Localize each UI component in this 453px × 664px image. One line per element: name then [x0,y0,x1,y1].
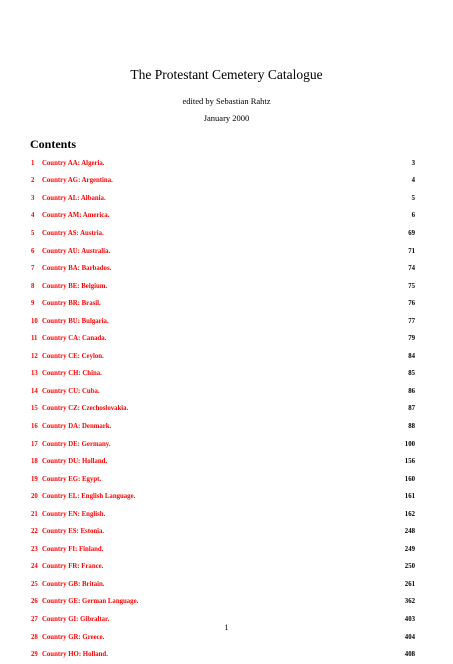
toc-page: 77 [408,317,415,325]
toc-link[interactable] [31,230,104,238]
toc-text: Country AU: Australia. [42,247,111,255]
document-title: The Protestant Cemetery Catalogue [130,67,323,82]
toc-text: Country CU: Cuba. [42,387,100,395]
toc-text: Country BE: Belgium. [42,282,108,290]
toc-item[interactable] [31,541,415,559]
toc-page: 84 [408,352,415,360]
toc-text: Country FR: France. [42,563,104,571]
document-date: January 2000 [203,113,250,123]
toc-item[interactable] [31,330,415,348]
table-of-contents [31,155,415,664]
toc-link[interactable] [31,335,106,343]
toc-text: Country GB: Britain. [42,580,105,588]
toc-link[interactable] [31,476,101,484]
toc-item[interactable] [31,401,415,419]
toc-item[interactable] [31,366,415,384]
toc-text: Country EG: Egypt. [42,475,102,483]
toc-item[interactable] [31,243,415,261]
toc-link[interactable] [31,563,103,571]
toc-text: Country CA: Canada. [42,335,107,343]
toc-item[interactable] [31,471,415,489]
toc-page: 408 [404,651,415,659]
toc-link[interactable] [31,248,110,256]
toc-item[interactable] [31,173,415,191]
toc-text: Country AL: Albania. [42,194,106,202]
toc-page: 4 [411,177,415,185]
toc-link[interactable] [31,370,102,378]
toc-number: 20 [31,493,38,501]
toc-text: Country AM: America. [42,212,110,220]
toc-page: 249 [404,545,415,553]
toc-text: Country EN: English. [42,510,106,518]
toc-page: 71 [408,247,415,255]
toc-link[interactable] [31,651,108,659]
toc-page: 5 [411,194,415,202]
toc-page: 250 [404,563,415,571]
toc-number: 5 [31,229,35,237]
toc-link[interactable] [31,212,109,220]
toc-link[interactable] [31,318,109,326]
toc-number: 25 [31,580,38,588]
toc-number: 3 [31,194,35,202]
toc-page: 86 [408,387,415,395]
toc-text: Country GE: German Language. [42,598,139,606]
toc-number: 2 [31,177,35,185]
toc-link[interactable] [31,160,105,168]
toc-text: Country CE: Ceylon. [42,352,104,360]
toc-item[interactable] [31,523,415,541]
toc-page: 261 [404,580,415,588]
toc-number: 17 [31,440,38,448]
toc-number: 24 [31,563,38,571]
toc-page: 87 [408,405,415,413]
toc-number: 26 [31,598,38,606]
toc-number: 21 [31,510,38,518]
toc-page: 162 [404,510,415,518]
toc-item[interactable] [31,453,415,471]
toc-page: 69 [408,229,415,237]
toc-number: 27 [31,615,38,623]
toc-number: 6 [31,247,35,255]
toc-text: Country DA: Denmark. [42,422,112,430]
toc-text: Country DU: Holland. [42,458,108,466]
toc-number: 9 [31,300,35,308]
toc-number: 12 [31,352,38,360]
toc-item[interactable] [31,646,415,664]
toc-item[interactable] [31,418,415,436]
toc-link[interactable] [31,528,104,536]
toc-page: 160 [404,475,415,483]
toc-page: 404 [404,633,415,641]
toc-item[interactable] [31,506,415,524]
toc-text: Country DE: Germany. [42,440,111,448]
toc-item[interactable] [31,295,415,313]
toc-link[interactable] [31,546,103,554]
toc-number: 15 [31,405,38,413]
toc-text: Country GI: Gibraltar. [42,615,110,623]
toc-item[interactable] [31,278,415,296]
toc-text: Country EL: English Language. [42,493,136,501]
contents-heading: Contents [30,137,77,151]
toc-item[interactable] [31,348,415,366]
toc-link[interactable] [31,300,101,308]
toc-link[interactable] [31,195,106,203]
toc-item[interactable] [31,208,415,226]
toc-link[interactable] [31,177,113,185]
toc-text: Country AA: Algeria. [42,159,105,167]
toc-page: 88 [408,422,415,430]
toc-page: 79 [408,335,415,343]
toc-link[interactable] [31,265,111,273]
toc-text: Country FI: Finland. [42,545,104,553]
toc-text: Country CZ: Czechoslovakia. [42,405,129,413]
toc-number: 14 [31,387,38,395]
toc-link[interactable] [31,405,128,413]
toc-link[interactable] [31,283,107,291]
toc-item[interactable] [31,190,415,208]
document-author: edited by Sebastian Rahtz [182,96,271,106]
toc-item[interactable] [31,313,415,331]
toc-item[interactable] [31,576,415,594]
toc-page: 403 [404,615,415,623]
toc-number: 4 [31,212,35,220]
toc-link[interactable] [31,511,105,519]
toc-page: 248 [404,528,415,536]
toc-item[interactable] [31,225,415,243]
toc-number: 13 [31,370,38,378]
toc-item[interactable] [31,436,415,454]
toc-text: Country AS: Austria. [42,229,104,237]
toc-text: Country BA: Barbados. [42,265,112,273]
toc-link[interactable] [31,441,111,449]
toc-link[interactable] [31,423,111,431]
toc-number: 16 [31,422,38,430]
toc-page: 85 [408,370,415,378]
toc-page: 75 [408,282,415,290]
toc-link[interactable] [31,634,104,642]
toc-number: 18 [31,458,38,466]
toc-item[interactable] [31,594,415,612]
toc-number: 1 [31,159,35,167]
toc-text: Country GR: Greece. [42,633,105,641]
toc-link[interactable] [31,493,135,501]
toc-item[interactable] [31,383,415,401]
toc-page: 74 [408,265,415,273]
toc-text: Country HO: Holland. [42,651,108,659]
toc-link[interactable] [31,598,138,606]
toc-link[interactable] [31,581,105,589]
toc-number: 28 [31,633,38,641]
toc-page: 161 [404,493,415,501]
page-number: 1 [224,623,229,632]
toc-text: Country AG: Argentina. [42,177,113,185]
toc-number: 7 [31,265,35,273]
toc-item[interactable] [31,155,415,173]
toc-link[interactable] [31,353,104,361]
toc-text: Country ES: Estonia. [42,528,105,536]
toc-number: 29 [31,651,38,659]
toc-link[interactable] [31,388,100,396]
toc-item[interactable] [31,559,415,577]
toc-page: 6 [411,212,415,220]
toc-item[interactable] [31,488,415,506]
toc-page: 76 [408,300,415,308]
toc-number: 8 [31,282,35,290]
toc-number: 10 [31,317,38,325]
toc-page: 100 [404,440,415,448]
toc-number: 11 [31,335,38,343]
toc-page: 362 [404,598,415,606]
toc-text: Country BR: Brasil. [42,300,101,308]
toc-text: Country CH: China. [42,370,102,378]
toc-number: 23 [31,545,38,553]
toc-link[interactable] [31,458,107,466]
toc-number: 19 [31,475,38,483]
toc-page: 156 [404,458,415,466]
toc-number: 22 [31,528,38,536]
toc-page: 3 [411,159,415,167]
toc-text: Country BU: Bulgaria. [42,317,109,325]
toc-item[interactable] [31,260,415,278]
